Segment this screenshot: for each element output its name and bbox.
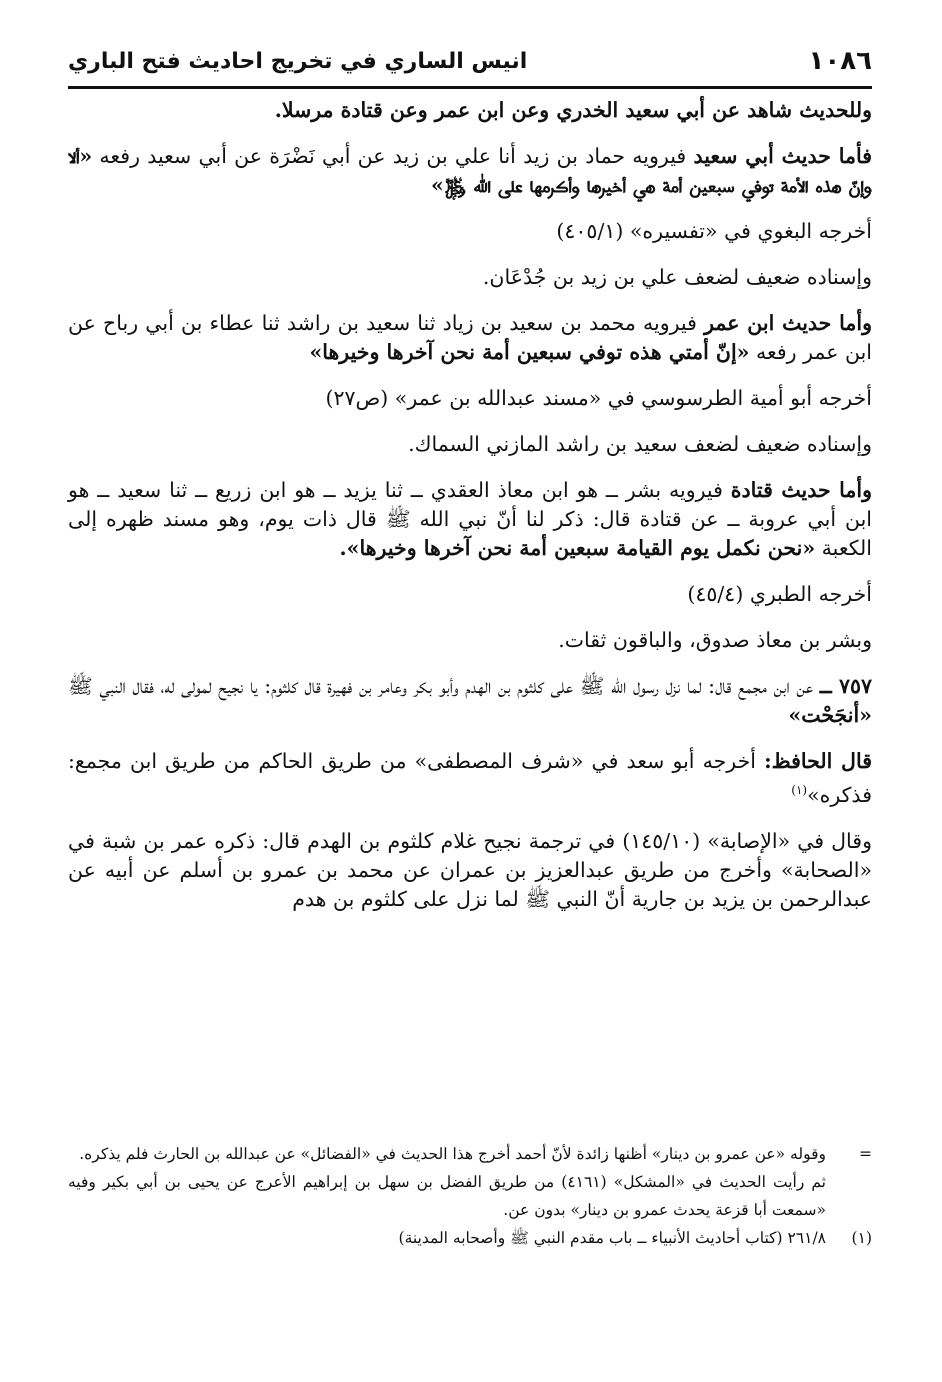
paragraph bbox=[68, 217, 872, 246]
paragraph bbox=[68, 626, 872, 655]
paragraph bbox=[68, 476, 872, 563]
hadith-quote: «إنّ أمتي هذه توفي سبعين أمة نحن آخرها وخيرها» bbox=[309, 340, 750, 364]
hadith-quote: «أنجَحْت» bbox=[788, 703, 872, 727]
footnote bbox=[68, 1224, 872, 1252]
lead-phrase: قال الحافظ: bbox=[764, 749, 872, 773]
paragraph bbox=[68, 827, 872, 914]
footnotes bbox=[68, 1140, 872, 1252]
footnote bbox=[68, 1168, 872, 1224]
paragraph-text: أخرجه الطبري (٤٥/٤) bbox=[687, 582, 872, 606]
paragraph bbox=[68, 580, 872, 609]
page-number: ١٠٨٦ bbox=[808, 46, 872, 76]
paragraph bbox=[68, 309, 872, 367]
paragraph-text: أخرجه أبو سعد في «شرف المصطفى» من طريق الحاكم من طريق ابن مجمع: فذكره» bbox=[68, 749, 872, 807]
lead-phrase: وأما حديث ابن عمر bbox=[704, 311, 872, 335]
paragraph-text: فيرويه بشر ــ هو ابن معاذ العقدي ــ ثنا يزيد ــ هو ابن زريع ــ ثنا سعيد ــ هو ابن أبي عروبة ــ عن قتادة قال: ذكر لنا أنّ نبي الله ﷺ قال ذات يوم، وهو مسند ظهره إلى الكعبة bbox=[68, 478, 872, 560]
paragraph-text: وإسناده ضعيف لضعف علي بن زيد بن جُدْعَان. bbox=[482, 265, 872, 289]
paragraph bbox=[68, 384, 872, 413]
hadith-entry bbox=[68, 672, 872, 730]
hadith-quote: «ألا وإنّ هذه الأمة توفي سبعين أمة هي أخيرها وأكرمها على الله ﷿» bbox=[68, 144, 872, 197]
lead-phrase: فأما حديث أبي سعيد bbox=[693, 144, 873, 168]
paragraph-text: عن ابن مجمع قال: لما نزل رسول الله ﷺ على كلثوم بن الهدم وأبو بكر وعامر بن فهيرة قال كلثوم: يا نجيح لمولى له، فقال النبي ﷺ bbox=[68, 674, 820, 698]
hadith-number: ٧٥٧ ــ bbox=[819, 674, 872, 698]
footnote bbox=[68, 1140, 872, 1168]
book-title: انيس الساري في تخريج احاديث فتح الباري bbox=[68, 48, 528, 74]
paragraph-text: وإسناده ضعيف لضعف سعيد بن راشد المازني السماك. bbox=[408, 432, 872, 456]
paragraph-text: وقال في «الإصابة» (١٤٥/١٠) في ترجمة نجيح غلام كلثوم بن الهدم قال: ذكره عمر بن شبة في «الصحابة» وأخرج من طريق عبدالعزيز بن عمران عن محمد بن عمرو بن أسلم عن أبيه عن عبدالرحمن بن يزيد بن جارية أنّ النبي ﷺ لما نزل على كلثوم بن هدم bbox=[68, 828, 872, 911]
footnote-text: ٢٦١/٨ (كتاب أحاديث الأنبياء ــ باب مقدم النبي ﷺ وأصحابه المدينة) bbox=[398, 1229, 826, 1247]
paragraph-text: فيرويه حماد بن زيد أنا علي بن زيد عن أبي نَضْرَة عن أبي سعيد رفعه bbox=[92, 144, 694, 168]
paragraph-text: فيرويه محمد بن سعيد بن زياد ثنا سعيد بن راشد ثنا عطاء بن أبي رباح عن ابن عمر رفعه bbox=[68, 311, 872, 364]
footnote-text: وقوله «عن عمرو بن دينار» أظنها زائدة لأنّ أحمد أخرج هذا الحديث في «الفضائل» عن عبدالله بن الحارث فلم يذكره. bbox=[79, 1145, 826, 1163]
footnote-number: (١) bbox=[851, 1229, 872, 1247]
paragraph-text: أخرجه أبو أمية الطرسوسي في «مسند عبدالله بن عمر» (ص٢٧) bbox=[325, 386, 872, 410]
paragraph bbox=[68, 747, 872, 810]
hadith-quote: «نحن نكمل يوم القيامة سبعين أمة نحن آخرها وخيرها». bbox=[339, 536, 816, 560]
page-header bbox=[68, 36, 872, 89]
main-text bbox=[68, 96, 872, 931]
footnote-continuation-mark: = bbox=[859, 1145, 872, 1163]
footnote-text: ثم رأيت الحديث في «المشكل» (٤١٦١) من طريق الفضل بن سهل بن إبراهيم الأعرج عن يحيى بن أبي بكير وفيه «سمعت أبا قزعة يحدث عمرو بن دينار» بدون عن. bbox=[68, 1173, 826, 1219]
lead-phrase: وأما حديث قتادة bbox=[730, 478, 872, 502]
paragraph bbox=[68, 142, 872, 200]
paragraph-text: أخرجه البغوي في «تفسيره» (٤٠٥/١) bbox=[556, 219, 872, 243]
paragraph bbox=[68, 430, 872, 459]
paragraph bbox=[68, 263, 872, 292]
paragraph-text: وللحديث شاهد عن أبي سعيد الخدري وعن ابن عمر وعن قتادة مرسلا. bbox=[274, 98, 872, 122]
footnote-reference[interactable]: (١) bbox=[791, 783, 808, 797]
paragraph bbox=[68, 96, 872, 125]
paragraph-text: وبشر بن معاذ صدوق، والباقون ثقات. bbox=[558, 628, 872, 652]
